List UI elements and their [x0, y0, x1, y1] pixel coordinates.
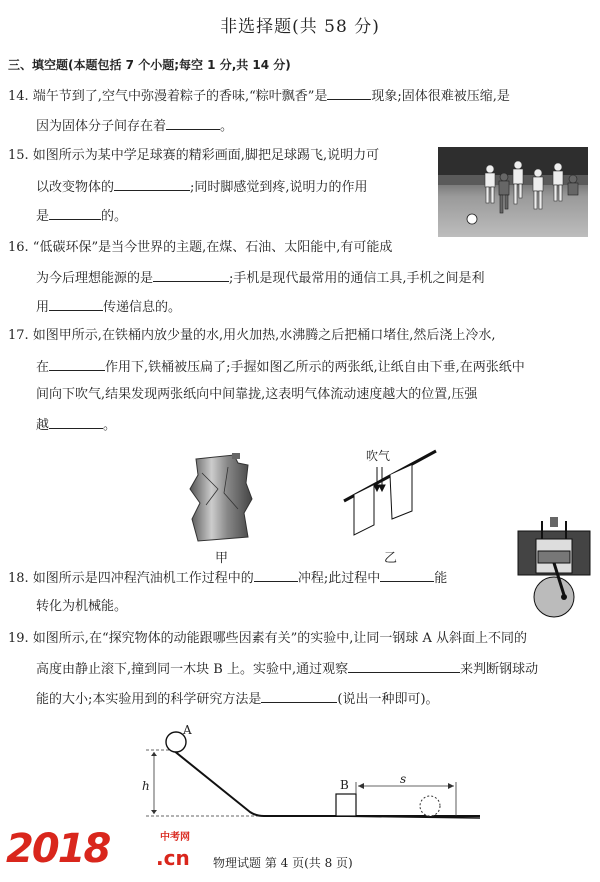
q17-text-d: 。 — [103, 418, 117, 433]
q19-blank-2[interactable] — [261, 690, 337, 703]
q15-line2 — [36, 178, 368, 196]
figure-a-caption: 甲 — [215, 551, 229, 566]
q17-line3: 间向下吹气,结果发现两张纸向中间靠拢,这表明气体流动速度越大的位置,压强 — [36, 387, 478, 402]
site-logo-suffix: .cn — [156, 846, 190, 870]
q19-text-d: (说出一种即可)。 — [337, 692, 439, 707]
block-b-label: B — [340, 778, 349, 792]
four-stroke-engine-figure — [512, 517, 596, 621]
q14-blank-2[interactable] — [166, 117, 220, 130]
q19-text-b: 来判断钢球动 — [460, 662, 539, 677]
q17-line2 — [36, 358, 525, 376]
q14-text-c: 因为固体分子间存在着 — [36, 119, 167, 134]
q18-blank-2[interactable] — [380, 569, 434, 582]
q19-line1: 19. 如图所示,在“探究物体的动能跟哪些因素有关”的实验中,让同一钢球 A 从斜面上不同的 — [8, 631, 528, 646]
q18-line2: 转化为机械能。 — [36, 599, 128, 614]
ball-a-label: A — [183, 723, 192, 737]
q16-blank-2[interactable] — [49, 298, 103, 311]
q19-text-a: 高度由静止滚下,撞到同一木块 B 上。实验中,通过观察 — [36, 662, 349, 677]
q14-line2 — [36, 117, 233, 135]
q15-text-a: 以改变物体的 — [36, 180, 115, 195]
q17-line4 — [36, 416, 116, 434]
q18-line1 — [8, 569, 447, 587]
q14-text-d: 。 — [220, 119, 234, 134]
q15-blank-2[interactable] — [49, 207, 101, 220]
q16-line3 — [36, 298, 181, 316]
q15-line3 — [36, 207, 127, 225]
q16-text-a: 为今后理想能源的是 — [36, 271, 154, 286]
q16-text-b: ;手机是现代最常用的通信工具,手机之间是利 — [229, 271, 485, 286]
q14-line1 — [8, 87, 510, 105]
q16-text-d: 传递信息的。 — [103, 300, 182, 315]
height-h-label: h — [142, 779, 150, 793]
q17-blank-1[interactable] — [49, 358, 105, 371]
section-heading: 三、填空题(本题包括 7 个小题;每空 1 分,共 14 分) — [8, 58, 291, 72]
blow-air-label: 吹气 — [366, 449, 391, 463]
q17-text-b: 作用下,铁桶被压扁了;手握如图乙所示的两张纸,让纸自由下垂,在两张纸中 — [105, 360, 525, 375]
q17-text-a: 在 — [36, 360, 50, 375]
q14-blank-1[interactable] — [327, 87, 371, 100]
q17-line1: 17. 如图甲所示,在铁桶内放少量的水,用火加热,水沸腾之后把桶口堵住,然后浇上冷水, — [8, 328, 496, 343]
q15-text-b: ;同时脚感觉到疼,说明力的作用 — [190, 180, 368, 195]
football-players-illustration — [438, 147, 588, 237]
q17-blank-2[interactable] — [49, 416, 103, 429]
q17-text-c: 越 — [36, 418, 50, 433]
q16-text-c: 用 — [36, 300, 50, 315]
site-logo-tag: 中考网 — [160, 832, 190, 843]
crushed-iron-can-figure — [188, 453, 256, 543]
q16-line2 — [36, 269, 485, 287]
football-match-photo — [438, 147, 588, 237]
q16-blank-1[interactable] — [153, 269, 229, 282]
page-footer: 物理试题 第 4 页(共 8 页) — [213, 856, 353, 870]
q14-text-a: 14. 端午节到了,空气中弥漫着粽子的香味,“粽叶飘香”是 — [8, 89, 328, 104]
q14-text-b: 现象;固体很难被压缩,是 — [371, 89, 510, 104]
q18-text-a: 18. 如图所示是四冲程汽油机工作过程中的 — [8, 571, 254, 586]
q19-text-c: 能的大小;本实验用到的科学研究方法是 — [36, 692, 262, 707]
q15-blank-1[interactable] — [114, 178, 190, 191]
figure-b-caption: 乙 — [384, 551, 398, 566]
distance-s-label: s — [400, 772, 407, 786]
site-logo-2018: 2018 — [6, 826, 110, 872]
q19-blank-1[interactable] — [348, 660, 460, 673]
q15-text-c: 是 — [36, 209, 50, 224]
ramp-experiment-figure — [140, 728, 480, 820]
q16-line1: 16. “低碳环保”是当今世界的主题,在煤、石油、太阳能中,有可能成 — [8, 240, 393, 255]
page-title: 非选择题(共 58 分) — [220, 17, 380, 37]
q19-line3 — [36, 690, 439, 708]
q18-blank-1[interactable] — [254, 569, 298, 582]
q18-text-b: 冲程;此过程中 — [297, 571, 381, 586]
q18-text-c: 能 — [434, 571, 448, 586]
q15-line1: 15. 如图所示为某中学足球赛的精彩画面,脚把足球踢飞,说明力可 — [8, 148, 380, 163]
q15-text-d: 的。 — [101, 209, 128, 224]
q19-line2 — [36, 660, 538, 678]
